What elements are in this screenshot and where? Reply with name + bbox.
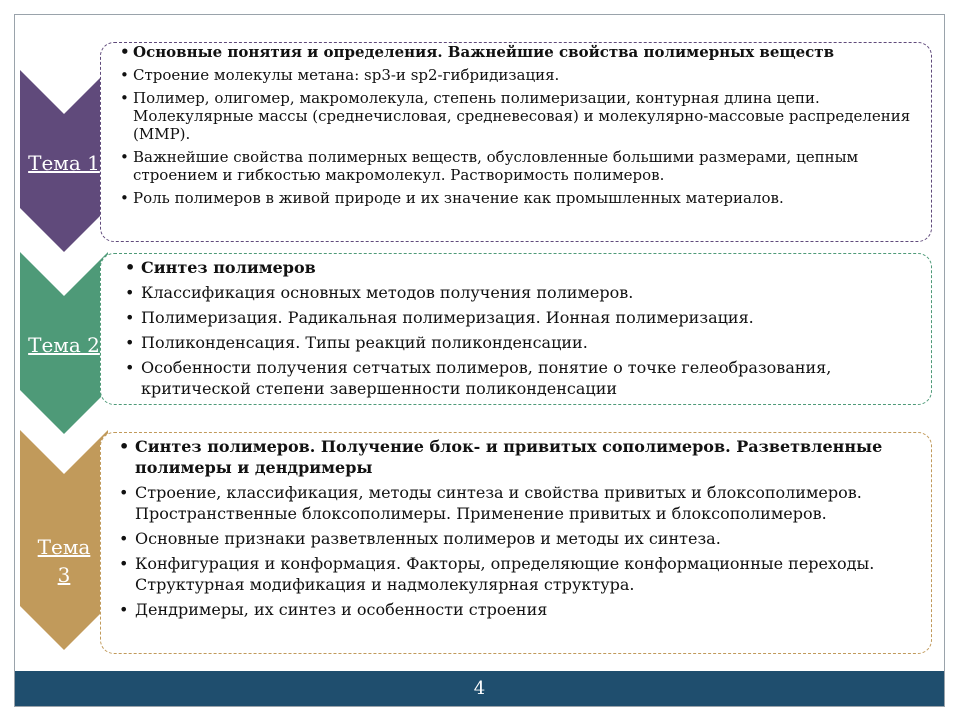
bullet-icon: • — [125, 333, 135, 352]
topic-3-box — [100, 432, 932, 654]
bullet-icon: • — [120, 189, 129, 207]
topic-2-item-1: Синтез полимеров — [141, 258, 316, 277]
topic-3-label-line2: 3 — [57, 563, 71, 587]
topic-3-chevron — [20, 430, 108, 650]
list-item — [113, 66, 921, 84]
list-item — [109, 436, 917, 478]
bullet-icon: • — [120, 43, 130, 61]
topic-1-item-3: Полимер, олигомер, макромолекула, степень полимеризации, контурная длина цепи. Молекулярные массы (среднечисловая, средневесовая) и молекулярно-массовые распределения (ММР). — [133, 89, 911, 143]
topic-1-chevron — [20, 70, 108, 252]
footer-bar — [15, 671, 944, 706]
topic-1-label: Тема 1 — [28, 151, 100, 175]
bullet-icon: • — [119, 554, 129, 573]
list-item — [113, 189, 921, 207]
list-item — [109, 528, 917, 549]
list-item — [115, 357, 917, 399]
topic-2-label: Тема 2 — [28, 333, 100, 357]
page-number: 4 — [473, 678, 486, 699]
list-item — [113, 43, 921, 61]
topic-3-label-line1: Тема — [37, 535, 91, 559]
bullet-icon: • — [120, 89, 129, 107]
list-item — [109, 482, 917, 524]
topic-2-box — [100, 253, 932, 405]
bullet-icon: • — [120, 66, 129, 84]
bullet-icon: • — [120, 148, 129, 166]
list-item — [113, 148, 921, 184]
topic-3-item-3: Основные признаки разветвленных полимеров и методы их синтеза. — [135, 529, 721, 548]
topic-1-item-4: Важнейшие свойства полимерных веществ, обусловленные большими размерами, цепным строением и гибкостью макромолекул. Растворимость полимеров. — [133, 148, 859, 184]
topic-1-list — [113, 43, 921, 207]
bullet-icon: • — [119, 529, 129, 548]
topic-2-list — [115, 257, 917, 399]
topic-1-item-5: Роль полимеров в живой природе и их значение как промышленных материалов. — [133, 189, 784, 207]
bullet-icon: • — [119, 437, 130, 456]
list-item — [115, 257, 917, 278]
topic-3-item-2: Строение, классификация, методы синтеза и свойства привитых и блоксополимеров. Пространственные блоксополимеры. Применение привитых и блоксополимеров. — [135, 483, 862, 523]
bullet-icon: • — [125, 358, 135, 377]
topic-2-item-2: Классификация основных методов получения полимеров. — [141, 283, 634, 302]
topic-3-item-5: Дендримеры, их синтез и особенности строения — [135, 600, 548, 619]
list-item — [109, 599, 917, 620]
topic-1-item-1: Основные понятия и определения. Важнейшие свойства полимерных веществ — [133, 43, 835, 61]
list-item — [115, 282, 917, 303]
bullet-icon: • — [119, 600, 129, 619]
bullet-icon: • — [125, 283, 135, 302]
bullet-icon: • — [125, 308, 135, 327]
list-item — [113, 89, 921, 143]
list-item — [115, 307, 917, 328]
list-item — [109, 553, 917, 595]
topic-3-list — [109, 436, 917, 620]
bullet-icon: • — [125, 258, 136, 277]
topic-2-item-3: Полимеризация. Радикальная полимеризация. Ионная полимеризация. — [141, 308, 754, 327]
topic-2-item-5: Особенности получения сетчатых полимеров, понятие о точке гелеобразования, критической степени завершенности поликонденсации — [141, 358, 832, 398]
list-item — [115, 332, 917, 353]
bullet-icon: • — [119, 483, 129, 502]
topic-1-item-2: Строение молекулы метана: sp3-и sp2-гибридизация. — [133, 66, 560, 84]
topic-1-box — [100, 42, 932, 242]
topic-3-item-4: Конфигурация и конформация. Факторы, определяющие конформационные переходы. Структурная модификация и надмолекулярная структура. — [135, 554, 875, 594]
topic-2-chevron — [20, 252, 108, 434]
topic-2-item-4: Поликонденсация. Типы реакций поликонденсации. — [141, 333, 588, 352]
topic-3-item-1: Синтез полимеров. Получение блок- и привитых сополимеров. Разветвленные полимеры и дендримеры — [135, 437, 883, 477]
